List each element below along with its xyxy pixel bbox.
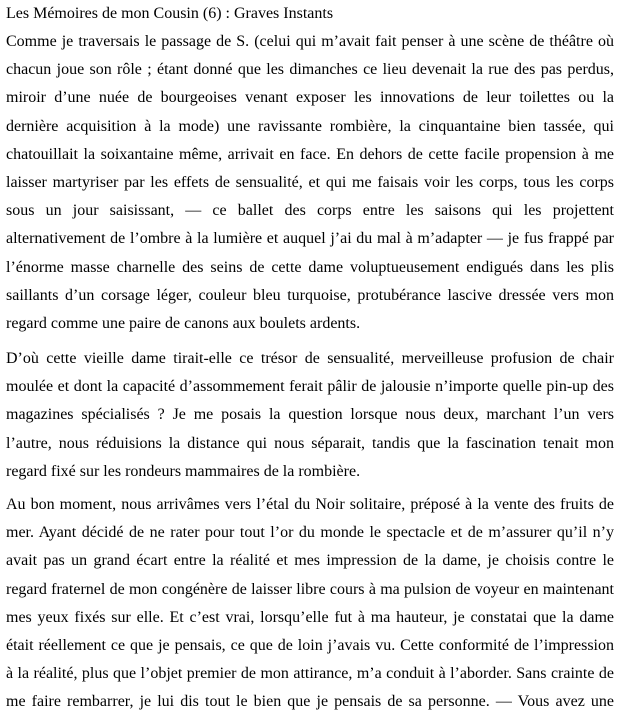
paragraph-1 bbox=[6, 28, 614, 338]
text-line: sous un jour saisissant, — ce ballet des corps entre les saisons qui les projettent bbox=[6, 202, 614, 220]
text-line: Au bon moment, nous arrivâmes vers l’étal du Noir solitaire, préposé à la vente des fruits de bbox=[6, 496, 614, 513]
text-line: l’énorme masse charnelle des seins de cette dame voluptueusement endigués dans les plis bbox=[6, 258, 614, 276]
paragraph-2 bbox=[6, 345, 614, 486]
document-title: Les Mémoires de mon Cousin (6) : Graves Instants bbox=[6, 5, 334, 22]
text-line: saillants d’un corsage léger, couleur bleu turquoise, protubérance lascive dressée vers mon bbox=[6, 286, 614, 304]
text-line: regard comme une paire de canons aux boulets ardents. bbox=[6, 314, 361, 332]
paragraph-3 bbox=[6, 491, 614, 717]
text-line: Comme je traversais le passage de S. (celui qui m’avait fait penser à une scène de théâtre où bbox=[6, 33, 614, 50]
text-line: laisser martyriser par les effets de sensualité, et qui me faisais voir les corps, tous les corps bbox=[6, 173, 614, 191]
text-line: était réellement ce que je pensais, ce que de loin j’avais vu. Cette conformité de l’impression bbox=[6, 636, 614, 654]
text-line: regard fixé sur les rondeurs mammaires de la rombière. bbox=[6, 462, 361, 480]
text-line: mes yeux fixés sur elle. Et c’est vrai, lorsqu’elle fut à ma hauteur, je constatai que la dame bbox=[6, 608, 614, 626]
text-line: dernière acquisition à la mode) une ravissante rombière, la cinquantaine bien tassée, qui bbox=[6, 117, 614, 135]
text-line: mer. Ayant décidé de ne rater pour tout l’or du monde le spectacle et de m’assurer qu’il n’y bbox=[6, 524, 614, 542]
text-line: regard fraternel de mon congénère de laisser libre cours à ma pulsion de voyeur en maintenant bbox=[6, 580, 614, 598]
text-line: chatouillait la soixantaine même, arrivait en face. En dehors de cette facile propension à me bbox=[6, 145, 614, 163]
text-line: chacun joue son rôle ; étant donné que les dimanches ce lieu devenait la rue des pas perdus, bbox=[6, 61, 614, 79]
text-line: l’autre, nous réduisions la distance qui nous séparait, tandis que la fascination tenait mon bbox=[6, 434, 614, 452]
text-line: alternativement de l’ombre à la lumière et auquel j’ai du mal à m’adapter — je fus frappé par bbox=[6, 230, 614, 248]
text-line: me faire rembarrer, je lui dis tout le bien que je pensais de sa personne. — Vous avez une bbox=[6, 693, 614, 711]
text-line: D’où cette vieille dame tirait-elle ce trésor de sensualité, merveilleuse profusion de chair bbox=[6, 350, 614, 367]
text-line: moulée et dont la capacité d’assommement ferait pâlir de jalousie n’importe quelle pin-up des bbox=[6, 378, 614, 396]
text-line: avait pas un grand écart entre la réalité et mes impression de la dame, je choisis contre le bbox=[6, 552, 614, 570]
text-line: à la réalité, plus que l’objet premier de mon attirance, m’a conduit à l’aborder. Sans crainte de bbox=[6, 665, 614, 683]
text-line: miroir d’une nuée de bourgeoises venant exposer les innovations de leur toilettes ou la bbox=[6, 89, 614, 107]
text-line: magazines spécialisés ? Je me posais la question lorsque nous deux, marchant l’un vers bbox=[6, 406, 614, 424]
